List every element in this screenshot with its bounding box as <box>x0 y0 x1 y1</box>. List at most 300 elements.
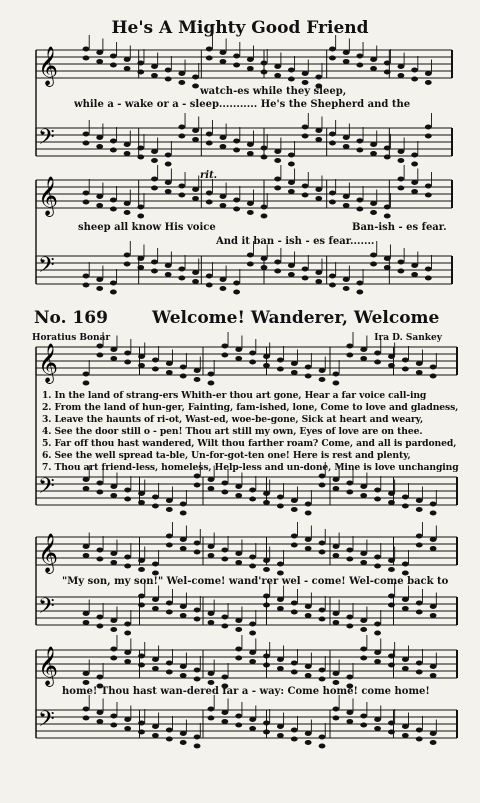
note-head <box>388 663 395 668</box>
note-head <box>235 627 242 632</box>
note-head <box>430 374 437 379</box>
note-head <box>235 714 242 719</box>
note-head <box>416 361 423 366</box>
note-head <box>152 571 159 576</box>
note-head <box>124 253 131 258</box>
note-head <box>235 493 242 498</box>
note-head <box>360 627 367 632</box>
note-head <box>291 610 298 615</box>
note-head <box>83 47 90 52</box>
note-head <box>430 511 437 516</box>
note-head <box>180 731 187 736</box>
note-head <box>430 613 437 618</box>
note-head <box>233 139 240 144</box>
note-head <box>384 61 391 66</box>
note-head <box>277 724 284 729</box>
note-head <box>208 544 215 549</box>
note-head <box>208 381 215 386</box>
note-head <box>165 263 172 268</box>
note-head <box>220 194 227 199</box>
note-head <box>305 613 312 618</box>
bass-clef-icon: 𝄢 <box>38 594 55 624</box>
lyric-line: while a - wake or a - sleep........... He's the Shepherd and the <box>74 99 411 110</box>
note-head <box>333 611 340 616</box>
note-head <box>430 604 437 609</box>
note-head <box>416 543 423 548</box>
note-head <box>152 606 159 611</box>
note-head <box>319 608 326 613</box>
note-head <box>206 200 213 205</box>
note-head <box>343 203 350 208</box>
note-head <box>235 647 242 652</box>
note-head <box>343 144 350 149</box>
note-head <box>180 502 187 507</box>
note-head <box>83 671 90 676</box>
note-head <box>402 367 409 372</box>
note-head <box>360 656 367 661</box>
note-head <box>411 153 418 158</box>
note-head <box>221 675 228 680</box>
note-head <box>124 201 131 206</box>
refrain-line: "My son, my son!" Wel-come! wand'rer wel - come! Wel-come back to <box>62 576 449 587</box>
note-head <box>208 477 215 482</box>
note-head <box>165 272 172 277</box>
note-head <box>398 269 405 274</box>
note-head <box>96 353 103 358</box>
note-head <box>235 560 242 565</box>
note-head <box>137 256 144 261</box>
note-head <box>96 144 103 149</box>
note-head <box>247 151 254 156</box>
note-head <box>263 663 270 668</box>
note-head <box>263 363 270 368</box>
note-head <box>166 370 173 375</box>
note-head <box>165 180 172 185</box>
note-head <box>346 710 353 715</box>
note-head <box>374 555 381 560</box>
note-head <box>356 207 363 212</box>
note-head <box>374 631 381 636</box>
note-head <box>152 666 159 671</box>
note-head <box>180 537 187 542</box>
note-head <box>333 477 340 482</box>
note-head <box>315 75 322 80</box>
note-head <box>384 265 391 270</box>
note-head <box>402 571 409 576</box>
note-head <box>110 618 117 623</box>
note-head <box>411 272 418 277</box>
note-head <box>277 733 284 738</box>
note-head <box>274 269 281 274</box>
note-head <box>208 372 215 377</box>
note-head <box>261 146 268 151</box>
note-head <box>221 548 228 553</box>
note-head <box>319 677 326 682</box>
note-head <box>315 187 322 192</box>
note-head <box>388 500 395 505</box>
note-head <box>416 507 423 512</box>
note-head <box>333 381 340 386</box>
note-head <box>137 214 144 219</box>
note-head <box>388 603 395 608</box>
note-head <box>96 135 103 140</box>
note-head <box>384 146 391 151</box>
note-head <box>425 71 432 76</box>
note-head <box>110 560 117 565</box>
note-head <box>152 504 159 509</box>
note-head <box>194 483 201 488</box>
note-head <box>274 260 281 265</box>
note-head <box>425 80 432 85</box>
note-head <box>398 73 405 78</box>
note-head <box>208 553 215 558</box>
note-head <box>83 274 90 279</box>
note-head <box>277 504 284 509</box>
note-head <box>416 534 423 539</box>
note-head <box>319 617 326 622</box>
note-head <box>329 141 336 146</box>
note-head <box>425 276 432 281</box>
note-head <box>263 730 270 735</box>
note-head <box>221 710 228 715</box>
note-head <box>411 180 418 185</box>
note-head <box>346 615 353 620</box>
note-head <box>220 144 227 149</box>
note-head <box>151 269 158 274</box>
note-head <box>208 620 215 625</box>
author: Horatius Bonar <box>32 333 111 343</box>
note-head <box>430 537 437 542</box>
note-head <box>166 661 173 666</box>
note-head <box>137 205 144 210</box>
note-head <box>178 125 185 130</box>
note-head <box>166 507 173 512</box>
note-head <box>291 361 298 366</box>
note-head <box>96 624 103 629</box>
note-head <box>124 659 131 664</box>
note-head <box>333 553 340 558</box>
note-head <box>302 134 309 139</box>
note-head <box>110 54 117 59</box>
note-head <box>346 624 353 629</box>
note-head <box>360 347 367 352</box>
note-head <box>180 374 187 379</box>
note-head <box>274 186 281 191</box>
note-head <box>430 546 437 551</box>
verse-line: 1. In the land of strang-ers Whith-er thou art gone, Hear a far voice call-ing <box>42 390 427 401</box>
note-head <box>166 361 173 366</box>
hymn-title: He's A Mighty Good Friend <box>111 18 369 38</box>
note-head <box>416 370 423 375</box>
verse-line: 6. See the well spread ta-ble, Un-for-got-ten one! Here is rest and plenty, <box>42 450 411 461</box>
note-head <box>425 267 432 272</box>
note-head <box>137 265 144 270</box>
note-head <box>138 663 145 668</box>
note-head <box>302 80 309 85</box>
note-head <box>274 158 281 163</box>
note-head <box>263 603 270 608</box>
note-head <box>343 286 350 291</box>
note-head <box>305 374 312 379</box>
note-head <box>235 484 242 489</box>
note-head <box>220 286 227 291</box>
note-head <box>356 148 363 153</box>
note-head <box>247 66 254 71</box>
note-head <box>152 597 159 602</box>
note-head <box>370 142 377 147</box>
note-head <box>261 61 268 66</box>
note-head <box>430 740 437 745</box>
note-head <box>402 562 409 567</box>
lyric-line: And it ban - ish - es fear....... <box>216 236 375 247</box>
note-head <box>249 631 256 636</box>
note-head <box>124 151 131 156</box>
note-head <box>83 283 90 288</box>
note-head <box>402 606 409 611</box>
note-head <box>411 189 418 194</box>
note-head <box>416 737 423 742</box>
note-head <box>261 70 268 75</box>
lyric-line: watch-es while they sleep, <box>200 86 347 97</box>
note-head <box>425 125 432 130</box>
verse-line: 3. Leave the haunts of ri-ot, Wast-ed, woe-be-gone, Sick at heart and weary, <box>42 414 424 425</box>
note-head <box>83 707 90 712</box>
note-head <box>319 550 326 555</box>
note-head <box>249 659 256 664</box>
treble-clef-icon: 𝄞 <box>38 343 59 383</box>
note-head <box>305 673 312 678</box>
note-head <box>138 363 145 368</box>
note-head <box>138 567 145 572</box>
note-head <box>384 214 391 219</box>
note-head <box>110 714 117 719</box>
bass-clef-icon: 𝄢 <box>38 253 55 283</box>
note-head <box>152 495 159 500</box>
note-head <box>425 184 432 189</box>
note-head <box>249 555 256 560</box>
note-head <box>398 186 405 191</box>
note-head <box>249 726 256 731</box>
bass-clef-icon: 𝄢 <box>38 707 55 737</box>
note-head <box>356 54 363 59</box>
note-head <box>110 656 117 661</box>
note-head <box>233 148 240 153</box>
note-head <box>388 721 395 726</box>
note-head <box>343 277 350 282</box>
note-head <box>343 59 350 64</box>
note-head <box>333 372 340 377</box>
note-head <box>430 731 437 736</box>
note-head <box>138 603 145 608</box>
note-head <box>208 680 215 685</box>
note-head <box>416 661 423 666</box>
note-head <box>305 502 312 507</box>
note-head <box>96 490 103 495</box>
note-head <box>360 618 367 623</box>
note-head <box>221 344 228 349</box>
verse-line: 2. From the land of hun-ger, Fainting, fam-ished, lone, Come to love and gladness, <box>42 402 459 413</box>
note-head <box>329 56 336 61</box>
note-head <box>138 354 145 359</box>
note-head <box>110 551 117 556</box>
note-head <box>261 265 268 270</box>
note-head <box>233 290 240 295</box>
note-head <box>151 149 158 154</box>
note-head <box>220 277 227 282</box>
note-head <box>124 57 131 62</box>
note-head <box>370 253 377 258</box>
note-head <box>277 367 284 372</box>
note-head <box>110 290 117 295</box>
note-head <box>288 189 295 194</box>
note-head <box>402 666 409 671</box>
note-head <box>235 551 242 556</box>
note-head <box>235 347 242 352</box>
note-head <box>374 564 381 569</box>
note-head <box>178 184 185 189</box>
note-head <box>208 486 215 491</box>
note-head <box>249 564 256 569</box>
note-head <box>360 493 367 498</box>
note-head <box>208 671 215 676</box>
note-head <box>83 553 90 558</box>
note-head <box>166 670 173 675</box>
treble-clef-icon: 𝄞 <box>38 646 59 686</box>
note-head <box>305 511 312 516</box>
note-head <box>249 497 256 502</box>
note-head <box>356 290 363 295</box>
note-head <box>388 363 395 368</box>
note-head <box>96 557 103 562</box>
note-head <box>346 481 353 486</box>
note-head <box>261 155 268 160</box>
note-head <box>319 483 326 488</box>
note-head <box>360 714 367 719</box>
note-head <box>360 551 367 556</box>
note-head <box>194 677 201 682</box>
note-head <box>110 148 117 153</box>
note-head <box>221 353 228 358</box>
note-head <box>356 63 363 68</box>
note-head <box>288 162 295 167</box>
note-head <box>305 664 312 669</box>
note-head <box>165 77 172 82</box>
note-head <box>360 560 367 565</box>
note-head <box>124 210 131 215</box>
note-head <box>291 534 298 539</box>
note-head <box>124 555 131 560</box>
note-head <box>194 550 201 555</box>
note-head <box>261 256 268 261</box>
note-head <box>180 546 187 551</box>
note-head <box>291 507 298 512</box>
note-head <box>416 728 423 733</box>
note-head <box>288 68 295 73</box>
note-head <box>411 162 418 167</box>
note-head <box>192 137 199 142</box>
note-head <box>305 365 312 370</box>
note-head <box>302 71 309 76</box>
note-head <box>165 153 172 158</box>
note-head <box>152 657 159 662</box>
note-head <box>291 543 298 548</box>
note-head <box>166 610 173 615</box>
note-head <box>110 356 117 361</box>
note-head <box>346 557 353 562</box>
note-head <box>235 356 242 361</box>
note-head <box>247 210 254 215</box>
note-head <box>221 557 228 562</box>
note-head <box>194 668 201 673</box>
note-head <box>194 368 201 373</box>
note-head <box>96 481 103 486</box>
note-head <box>402 724 409 729</box>
note-head <box>319 474 326 479</box>
note-head <box>346 344 353 349</box>
note-head <box>124 142 131 147</box>
note-head <box>221 719 228 724</box>
note-head <box>96 615 103 620</box>
note-head <box>374 622 381 627</box>
note-head <box>96 344 103 349</box>
note-head <box>233 54 240 59</box>
note-head <box>263 354 270 359</box>
note-head <box>180 664 187 669</box>
note-head <box>319 668 326 673</box>
note-head <box>138 594 145 599</box>
note-head <box>305 537 312 542</box>
note-head <box>124 497 131 502</box>
note-head <box>402 358 409 363</box>
note-head <box>180 613 187 618</box>
note-head <box>96 286 103 291</box>
note-head <box>388 654 395 659</box>
note-head <box>96 50 103 55</box>
note-head <box>96 59 103 64</box>
note-head <box>166 543 173 548</box>
note-head <box>261 214 268 219</box>
refrain-line: home! Thou hast wan-dered far a - way: Come home! come home! <box>62 686 430 697</box>
note-head <box>291 601 298 606</box>
note-head <box>411 77 418 82</box>
note-head <box>277 606 284 611</box>
note-head <box>124 650 131 655</box>
note-head <box>346 719 353 724</box>
bass-clef-icon: 𝄢 <box>38 474 55 504</box>
note-head <box>291 498 298 503</box>
tempo-marking: rit. <box>200 170 218 181</box>
note-head <box>233 207 240 212</box>
note-head <box>249 360 256 365</box>
note-head <box>402 504 409 509</box>
note-head <box>124 488 131 493</box>
note-head <box>263 558 270 563</box>
note-head <box>83 477 90 482</box>
note-head <box>221 481 228 486</box>
note-head <box>83 620 90 625</box>
note-head <box>247 57 254 62</box>
note-head <box>96 719 103 724</box>
note-head <box>274 149 281 154</box>
note-head <box>411 68 418 73</box>
note-head <box>388 354 395 359</box>
note-head <box>192 187 199 192</box>
note-head <box>110 484 117 489</box>
note-head <box>166 737 173 742</box>
note-head <box>416 498 423 503</box>
note-head <box>137 155 144 160</box>
note-head <box>235 656 242 661</box>
